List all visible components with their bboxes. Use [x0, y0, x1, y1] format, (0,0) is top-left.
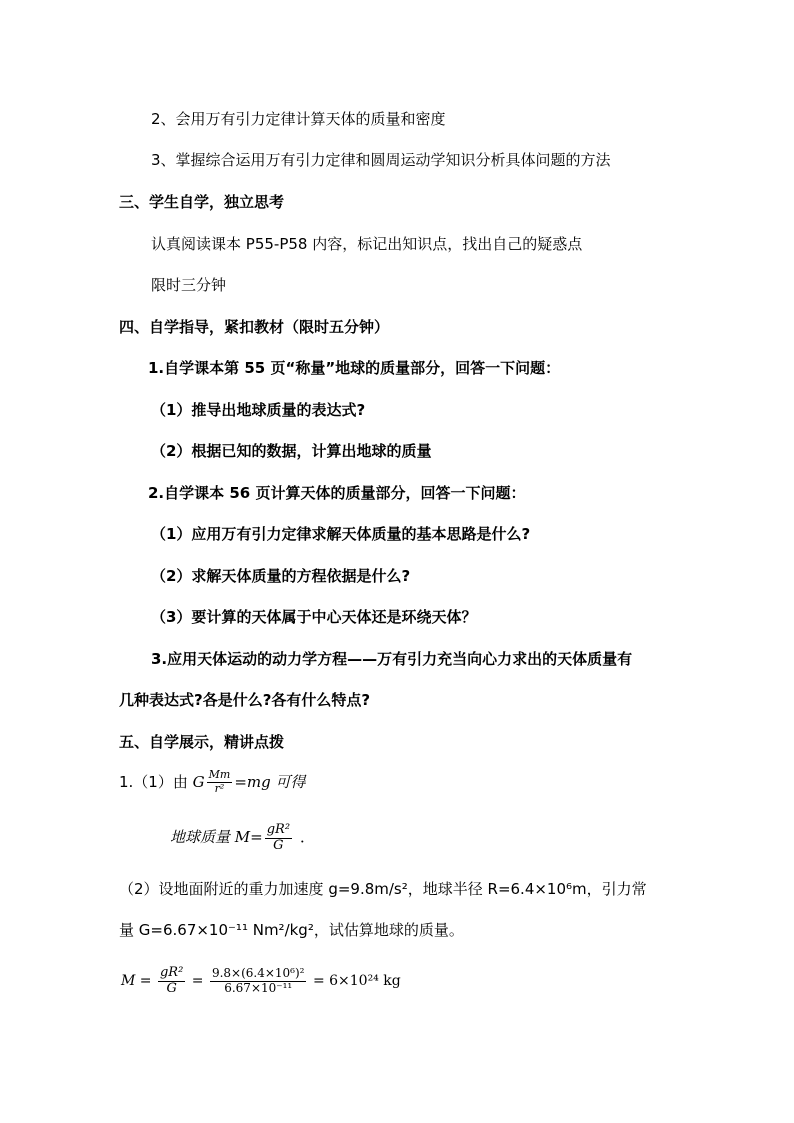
answer-1-line: [119, 764, 305, 800]
question-2-2: （2）求解天体质量的方程依据是什么?: [151, 567, 411, 585]
question-1: 1.自学课本第 55 页“称量”地球的质量部分，回答一下问题：: [148, 359, 561, 377]
question-3-line1: 3.应用天体运动的动力学方程——万有引力充当向心力求出的天体质量有: [151, 650, 633, 668]
question-3-line2: 几种表达式?各是什么?各有什么特点?: [119, 691, 371, 709]
section4-heading: 四、自学指导，紧扣教材（限时五分钟）: [119, 318, 390, 336]
calc-equals-2: =: [191, 973, 204, 989]
earth-mass-label: 地球质量 M=: [170, 828, 263, 846]
section3-line1: 认真阅读课本 P55-P58 内容，标记出知识点，找出自己的疑惑点: [151, 235, 583, 253]
section3-heading: 三、学生自学，独立思考: [119, 193, 285, 211]
answer-1-prefix: 1.（1）由: [119, 773, 193, 791]
fraction-denominator: G: [166, 980, 177, 996]
calc-mass-symbol: M: [121, 973, 136, 989]
calc-numeric-fraction: [210, 967, 307, 996]
fraction-numerator: gR²: [159, 964, 184, 980]
section5-heading: 五、自学展示，精讲点拨: [119, 733, 285, 751]
answer-2-line2: 量 G=6.67×10⁻¹¹ Nm²/kg²，试估算地球的质量。: [119, 921, 464, 939]
calc-equals-1: =: [139, 973, 152, 989]
earth-mass-fraction: [265, 823, 292, 854]
calc-result: = 6×10²⁴ kg: [312, 973, 401, 989]
objective-item-2: 2、会用万有引力定律计算天体的质量和密度: [151, 110, 446, 128]
section3-line2: 限时三分钟: [151, 276, 227, 294]
gravity-constant-symbol: G: [192, 773, 205, 791]
answer-1-rest: =mg 可得: [234, 773, 306, 791]
answer-2-line1: （2）设地面附近的重力加速度 g=9.8m/s²，地球半径 R=6.4×10⁶m，引力常: [119, 880, 647, 898]
fraction-numerator: 9.8×(6.4×10⁶)²: [211, 965, 305, 980]
question-2: 2.自学课本 56 页计算天体的质量部分，回答一下问题：: [148, 484, 526, 502]
mass-over-radius-fraction: [207, 769, 233, 795]
question-2-3: （3）要计算的天体属于中心天体还是环绕天体？: [151, 608, 477, 626]
objective-item-3: 3、掌握综合运用万有引力定律和圆周运动学知识分析具体问题的方法: [151, 151, 611, 169]
earth-mass-calculation: [121, 958, 401, 1004]
earth-mass-formula: [170, 815, 315, 859]
formula-end-mark: ．: [300, 828, 316, 846]
fraction-numerator: Mm: [208, 768, 231, 782]
fraction-denominator: 6.67×10⁻¹¹: [224, 980, 293, 995]
fraction-numerator: gR²: [266, 821, 291, 837]
calc-formula-fraction: [158, 966, 185, 997]
question-2-1: （1）应用万有引力定律求解天体质量的基本思路是什么?: [151, 525, 531, 543]
fraction-denominator: G: [273, 837, 284, 853]
question-1-2: （2）根据已知的数据，计算出地球的质量: [151, 442, 432, 460]
fraction-denominator: r²: [214, 782, 225, 795]
question-1-1: （1）推导出地球质量的表达式?: [151, 401, 366, 419]
